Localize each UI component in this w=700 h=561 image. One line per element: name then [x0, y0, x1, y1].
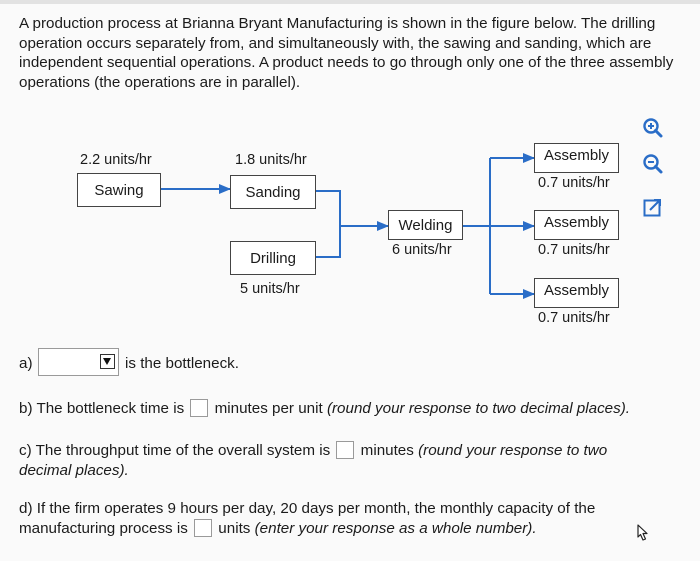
zoom-in-icon[interactable]: [641, 116, 665, 140]
question-d: [19, 519, 537, 539]
assembly-2-label: Assembly: [543, 214, 610, 231]
question-c: [19, 441, 607, 461]
bottleneck-select[interactable]: [38, 348, 119, 376]
question-c-note-2: decimal places).: [19, 462, 129, 479]
dropdown-arrow-icon[interactable]: [100, 354, 115, 369]
question-c-prefix: c) The throughput time of the overall system is: [19, 442, 331, 459]
assembly-1-box: [534, 143, 619, 173]
sanding-label: Sanding: [245, 183, 301, 201]
drilling-label: Drilling: [250, 249, 296, 267]
drilling-rate: 5 units/hr: [240, 281, 300, 297]
assembly-2-rate: 0.7 units/hr: [538, 242, 610, 258]
question-c-note-1: (round your response to two: [418, 442, 608, 459]
sanding-box: [230, 175, 316, 209]
line-sanding-out: [315, 191, 340, 226]
question-b-note: (round your response to two decimal places).: [326, 400, 630, 417]
welding-rate: 6 units/hr: [392, 242, 452, 258]
question-b: [19, 399, 630, 419]
assembly-2-box: [534, 210, 619, 240]
assembly-3-label: Assembly: [543, 282, 610, 299]
question-c-suffix: minutes: [360, 442, 414, 459]
welding-label: Welding: [398, 216, 453, 234]
question-a-label: a): [19, 355, 33, 372]
sawing-box: [77, 173, 161, 207]
question-d-line-1: d) If the firm operates 9 hours per day, 20 days per month, the monthly capacity of the: [19, 500, 596, 517]
assembly-3-box: [534, 278, 619, 308]
drilling-box: [230, 241, 316, 275]
bottleneck-time-input[interactable]: [190, 399, 208, 417]
question-a-text: is the bottleneck.: [125, 355, 239, 372]
assembly-3-rate: 0.7 units/hr: [538, 310, 610, 326]
zoom-out-icon[interactable]: [641, 152, 665, 176]
line-drilling-out: [315, 226, 340, 257]
monthly-capacity-input[interactable]: [194, 519, 212, 537]
welding-box: [388, 210, 463, 240]
sawing-label: Sawing: [94, 181, 144, 199]
assembly-1-label: Assembly: [543, 147, 610, 164]
question-d-suffix: units: [218, 520, 251, 537]
assembly-1-rate: 0.7 units/hr: [538, 175, 610, 191]
problem-statement: A production process at Brianna Bryant Manufacturing is shown in the figure below. The drilling operation occurs separately from, and simultaneously with, the sawing and sanding, which are independent sequential operations. A product needs to go through only one of the three assembly operations (the operations are in parallel).: [19, 15, 674, 91]
question-d-note: (enter your response as a whole number).: [254, 520, 537, 537]
sawing-rate: 2.2 units/hr: [80, 152, 152, 168]
open-external-icon[interactable]: [641, 196, 665, 220]
mouse-pointer-icon: [633, 522, 653, 544]
question-b-suffix: minutes per unit: [214, 400, 323, 417]
question-d-prefix: manufacturing process is: [19, 520, 188, 537]
question-b-prefix: b) The bottleneck time is: [19, 400, 185, 417]
sanding-rate: 1.8 units/hr: [235, 152, 307, 168]
throughput-time-input[interactable]: [336, 441, 354, 459]
question-c-line-2: [19, 461, 129, 481]
